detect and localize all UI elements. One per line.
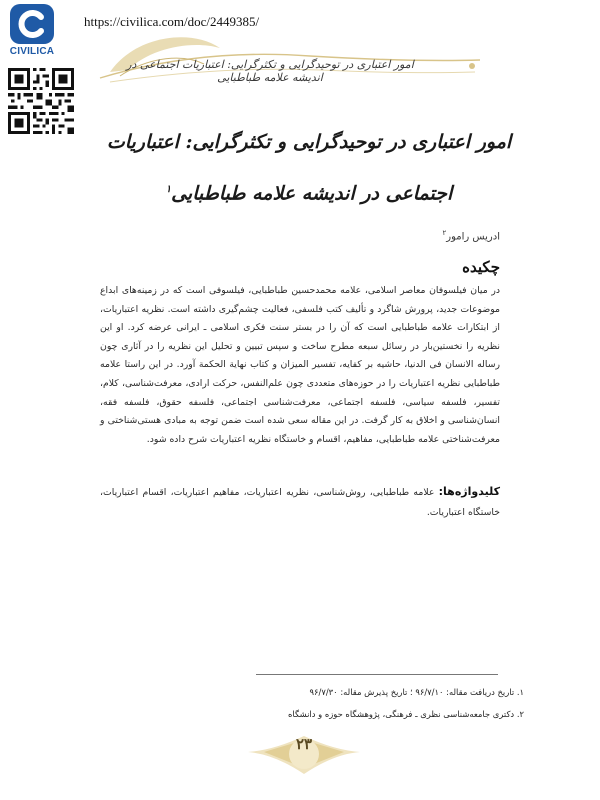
author-name: ادریس رامور	[446, 231, 500, 243]
keywords-label: کلیدواژه‌ها:	[438, 485, 500, 498]
article-title	[100, 118, 518, 217]
document-url[interactable]: https://civilica.com/doc/2449385/	[84, 14, 260, 29]
author-line	[270, 229, 500, 242]
logo-wordmark: CIVILICA	[9, 46, 55, 57]
footnotes	[100, 681, 524, 725]
keywords	[100, 482, 500, 523]
running-head: امور اعتباری در توحیدگرایی و تکثرگرایی: اعتباریات اجتماعی در اندیشه علامه طباطبایی	[126, 58, 414, 84]
footnote-affiliation: ۲. دکتری جامعه‌شناسی نظری ـ فرهنگی، پژوهشگاه حوزه و دانشگاه	[288, 709, 524, 719]
article-title-text: امور اعتباری در توحیدگرایی و تکثرگرایی: اعتباریات اجتماعی در اندیشه علامه طباطبایی	[106, 131, 512, 205]
abstract-body: در میان فیلسوفان معاصر اسلامی، علامه محمدحسین طباطبایی، فیلسوفی است که در زمینه‌های ابداع موضوعات جدید، پرورش شاگرد و تألیف کتب فلسفی، فعالیت چشم‌گیری داشته است. نظریه اعتباریات، از ابتکارات علامه طباطبایی است که آن را در بستر سنت فکری اسلامی ـ ایرانی عرضه کرد. او این نظریه را نخستین‌بار در رسائل سبعه مطرح ساخت و سپس تبیین و تحلیل این نظریه را در آثاری چون رساله الانسان فی الدنیا، حاشیه بر کفایه، تفسیر المیزان و کتاب نهایة الحکمة آورد. در این راستا علامه طباطبایی نظریه اعتباریات را در حوزه‌های متعددی چون علم‌النفس، حرکت ارادی، معرفت‌شناسی، کلام، تفسیر، فلسفه سیاسی، فلسفه اجتماعی، معرفت‌شناسی اجتماعی، فلسفه حقوق، فلسفه فقه، انسان‌شناسی و اخلاق به کار گرفت. در این مقاله سعی شده است ضمن توجه به مبادی هستی‌شناختی و معرفت‌شناختی علامه طباطبایی، مفاهیم، اقسام و خاستگاه نظریه اعتباریات شرح داده شود.	[100, 285, 500, 445]
keywords-text: علامه طباطبایی، روش‌شناسی، نظریه اعتباریات، مفاهیم اعتباریات، اقسام اعتباریات، خاستگاه اعتباریات.	[100, 487, 500, 518]
footnote-dates: ۱. تاریخ دریافت مقاله: ۹۶/۷/۱۰ ؛ تاریخ پذیرش مقاله: ۹۶/۷/۳۰	[309, 687, 524, 697]
footnote-divider	[256, 674, 498, 675]
author-footnote-mark: ۲	[442, 229, 447, 237]
qr-code-icon	[8, 68, 74, 134]
civilica-logo-icon	[10, 4, 54, 44]
civilica-logo[interactable]	[4, 4, 60, 64]
title-footnote-mark: ۱	[165, 184, 172, 195]
abstract-heading: چکیده	[462, 258, 500, 276]
page-number: ۲۳	[295, 735, 313, 753]
